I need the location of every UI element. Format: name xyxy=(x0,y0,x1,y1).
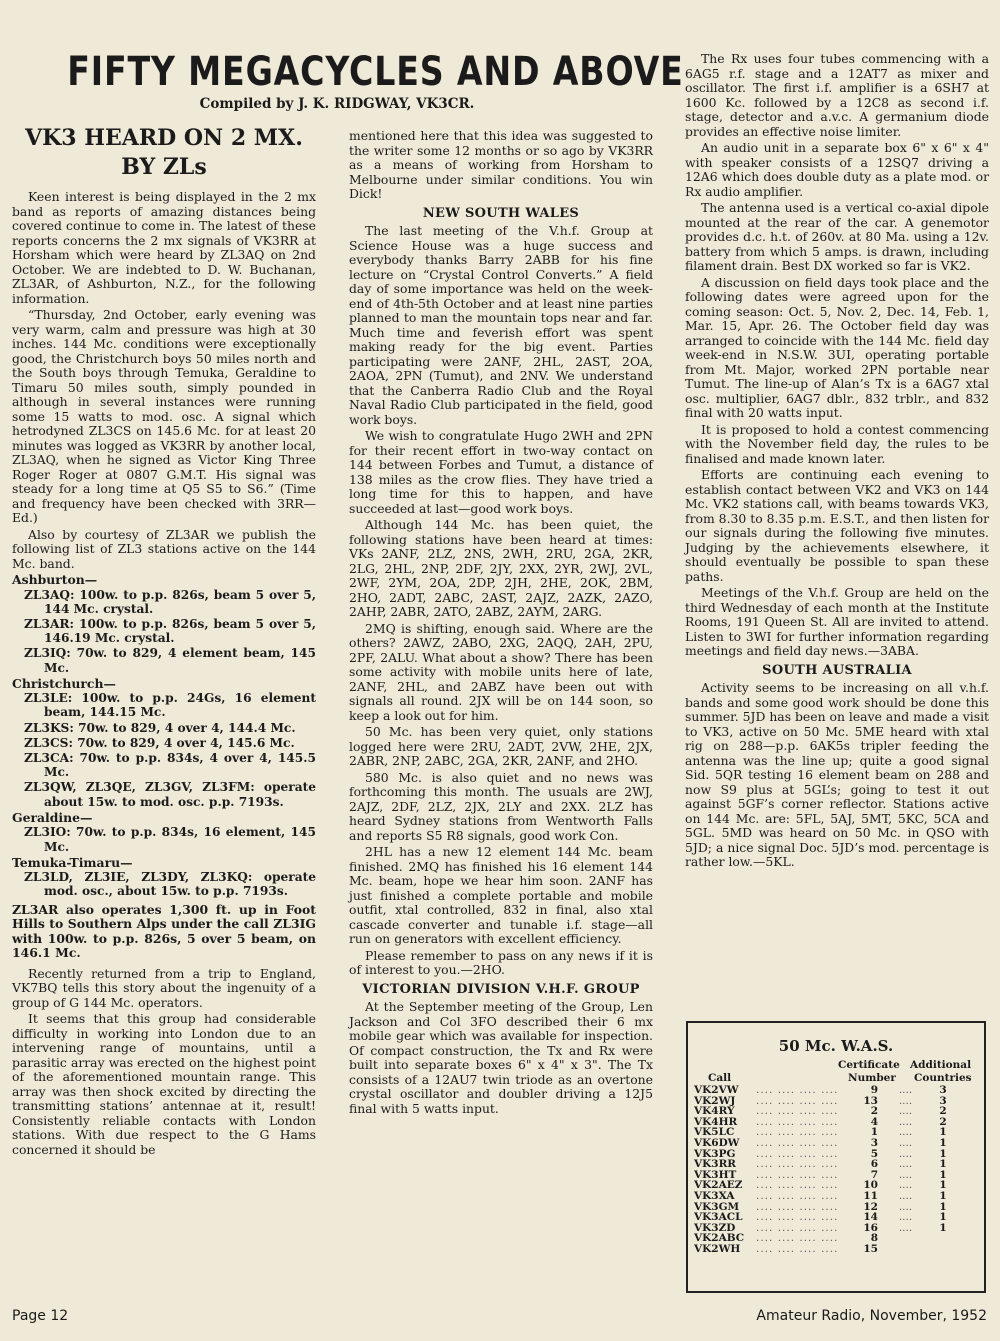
city-heading: Christchurch— xyxy=(12,675,116,691)
column-2 xyxy=(349,129,653,1118)
was-call-cell: VK3PG xyxy=(694,1147,736,1160)
was-countries-cell: 1 xyxy=(939,1189,947,1202)
leader-dots: .... .... .... .... xyxy=(756,1168,839,1181)
city-heading: Geraldine— xyxy=(12,809,93,825)
paragraph: The antenna used is a vertical co-axial dipole mounted at the rear of the car. A genemotor provides d.c. h.t. of 260v. at 80 Ma. using a 12v. battery from which 5 amps. is drawn, including filament drain. Best DX worked so far is VK2. xyxy=(685,200,989,273)
was-call-cell: VK4RY xyxy=(694,1105,735,1118)
was-number-cell: 15 xyxy=(863,1242,878,1255)
station-entry: ZL3KS: 70w. to 829, 4 over 4, 144.4 Mc. xyxy=(24,720,296,735)
was-number-cell: 3 xyxy=(870,1136,878,1149)
was-number-cell: 6 xyxy=(870,1158,878,1171)
was-number-cell: 2 xyxy=(870,1105,878,1118)
leader-dots: .... .... .... .... xyxy=(756,1221,839,1234)
paragraph: Meetings of the V.h.f. Group are held on the third Wednesday of each month at the Institute Rooms, 191 Queen St. All are invited to attend. Listen to 3WI for further information regarding meetings and field day news.—3ABA. xyxy=(685,585,989,658)
station-entry: ZL3AQ: 100w. to p.p. 826s, beam 5 over 5, 144 Mc. crystal. xyxy=(24,587,316,616)
leader-dots: .... xyxy=(898,1200,913,1213)
paragraph: Please remember to pass on any news if it is of interest to you.—2HO. xyxy=(349,947,653,977)
was-countries-cell xyxy=(933,1244,953,1255)
col-header-call: Call xyxy=(708,1072,732,1084)
paragraph: 50 Mc. has been very quiet, only stations logged here were 2RU, 2ADT, 2VW, 2HE, 2JX, 2ABR, 2NP, 2ABC, 2GA, 2KR, 2ANF, and 2HO. xyxy=(349,724,653,768)
table-row xyxy=(694,1191,953,1202)
leader-dots: .... xyxy=(898,1105,913,1118)
station-group xyxy=(12,811,316,854)
was-countries-cell: 2 xyxy=(939,1105,947,1118)
paragraph: Keen interest is being displayed in the 2 mx band as reports of amazing distances being covered continue to come in. The latest of these reports concerns the 2 mx signals of VK3RR at Horsham which were heard by ZL3AQ on 2nd October. We are indebted to D. W. Buchanan, ZL3AR, of Ashburton, N.Z., for the following information. xyxy=(12,189,316,306)
station-entry: ZL3IQ: 70w. to 829, 4 element beam, 145 Mc. xyxy=(24,646,316,675)
leader-dots: .... xyxy=(898,1179,913,1192)
was-table-header xyxy=(688,1059,984,1085)
was-call-cell: VK3XA xyxy=(694,1189,735,1202)
was-call-cell: VK3RR xyxy=(694,1158,737,1171)
was-countries-cell: 2 xyxy=(939,1115,947,1128)
leader-dots: .... .... .... .... xyxy=(756,1200,839,1213)
leader-dots xyxy=(878,1244,933,1255)
station-entry: ZL3LD, ZL3IE, ZL3DY, ZL3KQ: operate mod. osc., about 15w. to p.p. 7193s. xyxy=(24,870,316,899)
paragraph: Recently returned from a trip to England, VK7BQ tells this story about the ingenuity of a group of G 144 Mc. operators. xyxy=(12,965,316,1010)
leader-dots: .... .... .... .... xyxy=(756,1105,839,1118)
was-countries-cell xyxy=(933,1233,953,1244)
leader-dots: .... .... .... .... xyxy=(756,1179,839,1192)
paragraph: It is proposed to hold a contest commencing with the November field day, the rules to be finalised and made known later. xyxy=(685,421,989,466)
leader-dots: .... xyxy=(898,1084,913,1096)
paragraph: 2HL has a new 12 element 144 Mc. beam finished. 2MQ has finished his 16 element 144 Mc. beam, hope we hear him soon. 2ANF has just finished a complete portable and mobile outfit, xtal controlled, 832 in final, also xtal cascade converter and tunable i.f. stage—all run on generators with excellent efficiency. xyxy=(349,844,653,946)
table-row xyxy=(694,1138,953,1149)
was-number-cell: 11 xyxy=(863,1189,878,1202)
was-number-cell: 7 xyxy=(870,1168,878,1181)
station-entry: ZL3IO: 70w. to p.p. 834s, 16 element, 145 Mc. xyxy=(24,825,316,854)
paragraph: ZL3AR also operates 1,300 ft. up in Foot Hills to Southern Alps under the call ZL3IG with 100w. to p.p. 826s, 5 over 5 beam, on 146.1 Mc. xyxy=(12,901,316,961)
was-number-cell: 1 xyxy=(870,1126,878,1139)
was-number-cell: 13 xyxy=(863,1094,878,1107)
was-number-cell: 10 xyxy=(863,1179,878,1192)
leader-dots: .... xyxy=(898,1189,913,1202)
compiled-by: Compiled by J. K. RIDGWAY, VK3CR. xyxy=(199,96,475,112)
article-headline xyxy=(12,124,316,182)
station-entry: ZL3LE: 100w. to p.p. 24Gs, 16 element beam, 144.15 Mc. xyxy=(24,691,316,720)
station-group xyxy=(12,677,316,809)
was-countries-cell: 1 xyxy=(939,1179,947,1192)
was-number-cell: 14 xyxy=(863,1211,878,1224)
was-countries-cell: 1 xyxy=(939,1168,947,1181)
was-call-cell: VK2WH xyxy=(694,1242,741,1255)
was-call-cell: VK3ACL xyxy=(694,1211,743,1224)
was-call-cell: VK4HR xyxy=(694,1115,738,1128)
headline-line-2: BY ZLs xyxy=(121,154,207,180)
was-countries-cell: 1 xyxy=(939,1158,947,1171)
leader-dots: .... .... .... .... xyxy=(756,1115,839,1128)
masthead xyxy=(12,49,684,112)
was-call-cell: VK2AEZ xyxy=(694,1179,743,1192)
was-countries-cell: 1 xyxy=(939,1147,947,1160)
paragraph: “Thursday, 2nd October, early evening was very warm, calm and pressure was high at 30 inches. 144 Mc. conditions were exceptionally good, the Christchurch boys 50 miles north and the South boys through Temuka, Geraldine to Timaru 50 miles south, simply pounded in although in several instances were running some 15 watts to mod. osc. A signal which hetrodyned ZL3CS on 145.6 Mc. for at least 20 minutes was logged as VK3RR by another local, ZL3AQ, when he signed as Victor King Three Roger Roger at 0807 G.M.T. His signal was steady for a long time at Q5 S5 to S6.” (Time and frequency have been checked with 3RR—Ed.) xyxy=(12,307,316,525)
leader-dots: .... xyxy=(898,1126,913,1139)
was-countries-cell: 1 xyxy=(939,1200,947,1213)
leader-dots: .... .... .... .... xyxy=(756,1094,839,1107)
was-call-cell: VK2WJ xyxy=(694,1094,736,1107)
leader-dots: .... .... .... .... xyxy=(756,1158,839,1171)
paragraph: An audio unit in a separate box 6" x 6" x 4" with speaker consists of a 12SQ7 driving a 12A6 which does double duty as a plate mod. or Rx audio amplifier. xyxy=(685,140,989,199)
col-header-cert-1: Certificate xyxy=(838,1059,900,1071)
paragraph: We wish to congratulate Hugo 2WH and 2PN for their recent effort in two-way contact on 144 between Forbes and Tumut, a distance of 138 miles as the crow flies. They have tried a long time for this to happen, and have succeeded at last—good work boys. xyxy=(349,428,653,516)
col-header-cert-2: Number xyxy=(848,1072,896,1084)
paragraph: Although 144 Mc. has been quiet, the following stations have been heard at times: VKs 2ANF, 2LZ, 2NS, 2WH, 2RU, 2GA, 2KR, 2LG, 2HL, 2NP, 2DF, 2JY, 2XX, 2YR, 2WJ, 2VL, 2WF, 2YM, 2OA, 2DP, 2JH, 2HE, 2OK, 2BM, 2HO, 2ADT, 2ABC, 2AST, 2AJZ, 2AZK, 2AZO, 2AHP, 2ABR, 2ATO, 2ABZ, 2AYM, 2ARG. xyxy=(349,517,653,619)
section-heading-nsw: NEW SOUTH WALES xyxy=(422,205,580,221)
leader-dots: .... .... .... .... xyxy=(756,1147,839,1160)
city-heading: Temuka-Timaru— xyxy=(12,854,133,870)
was-call-cell: VK3ZD xyxy=(694,1221,736,1234)
paragraph: Activity seems to be increasing on all v.h.f. bands and some good work should be done this summer. 5JD has been on leave and made a visit to VK3, active on 50 Mc. 5ME heard with xtal rig on 288—p.p. 6AK5s tripler feeding the antenna was the line up; quite a good signal Sid. 5QR testing 16 element beam on 288 and now S9 plus at 5GL’s; going to test it out against 5GF’s corner reflector. Stations active on 144 Mc. are: 5FL, 5AJ, 5MT, 5KC, 5CA and 5GL. 5MD was heard on 50 Mc. in QSO with 5JD; a nice signal Doc. 5JD’s mod. percentage is rather low.—5KL. xyxy=(685,680,990,869)
was-call-cell: VK3GM xyxy=(694,1200,740,1213)
paragraph: mentioned here that this idea was suggested to the writer some 12 months or so ago by VK3RR as a means of working from Horsham to Melbourne under similar conditions. You win Dick! xyxy=(349,128,653,201)
paragraph: Also by courtesy of ZL3AR we publish the following list of ZL3 stations active on the 144 Mc. band. xyxy=(12,526,316,571)
station-entry: ZL3QW, ZL3QE, ZL3GV, ZL3FM: operate about 15w. to mod. osc. p.p. 7193s. xyxy=(24,780,316,809)
page-number: Page 12 xyxy=(12,1308,69,1324)
leader-dots: .... xyxy=(898,1221,913,1234)
column-1 xyxy=(12,124,316,1159)
paragraph: 2MQ is shifting, enough said. Where are the others? 2AWZ, 2ABO, 2XG, 2AQQ, 2AH, 2PU, 2PF, 2ALU. What about a show? There has been some activity with mobile units here of late, 2ANF, 2HL, and 2ABZ have been out with signals all round. 2JX will be on 144 soon, so keep a look out for him. xyxy=(349,620,653,723)
was-countries-cell: 1 xyxy=(939,1221,947,1234)
was-table-title: 50 Mc. W.A.S. xyxy=(778,1037,894,1055)
was-number-cell: 5 xyxy=(870,1147,878,1160)
section-heading-south-australia: SOUTH AUSTRALIA xyxy=(762,662,912,678)
headline-line-1: VK3 HEARD ON 2 MX. xyxy=(25,125,303,151)
leader-dots: .... xyxy=(898,1211,913,1224)
station-entry: ZL3AR: 100w. to p.p. 826s, beam 5 over 5, 146.19 Mc. crystal. xyxy=(24,616,316,646)
leader-dots: .... xyxy=(898,1168,913,1181)
was-call-cell: VK3HT xyxy=(694,1168,737,1181)
was-countries-cell: 1 xyxy=(939,1136,947,1149)
leader-dots: .... .... .... .... xyxy=(756,1232,839,1245)
paragraph: A discussion on field days took place and the following dates were agreed upon for the coming season: Oct. 5, Nov. 2, Dec. 14, Feb. 1, Mar. 15, Apr. 26. The October field day was arranged to coincide with the 144 Mc. field day week-end in N.S.W. 3UI, operating portable from Mt. Major, worked 2PN portable near Tumut. The line-up of Alan’s Tx is a 6AG7 xtal osc. multiplier, 6AG7 dblr., 832 trblr., and 832 final with 20 watts input. xyxy=(685,274,989,420)
station-entry: ZL3CS: 70w. to 829, 4 over 4, 145.6 Mc. xyxy=(24,735,295,750)
was-number-cell: 4 xyxy=(870,1115,878,1128)
was-call-cell: VK5LC xyxy=(694,1126,735,1139)
page-title: FIFTY MEGACYCLES AND ABOVE xyxy=(67,49,684,95)
leader-dots: .... xyxy=(898,1136,913,1149)
leader-dots: .... xyxy=(898,1094,913,1107)
was-number-cell: 16 xyxy=(863,1221,878,1234)
paragraph: At the September meeting of the Group, Len Jackson and Col 3FO described their 6 mx mobile gear which was available for inspection. Of compact construction, the Tx and Rx were built into separate boxes 6" x 4" x 3". The Tx consists of a 12AU7 twin triode as an overtone crystal oscillator and doubler driving a 12J5 final with 5 watts input. xyxy=(349,999,653,1116)
col-header-add-1: Additional xyxy=(910,1059,972,1071)
leader-dots: .... .... .... .... xyxy=(756,1211,839,1224)
was-countries-cell: 1 xyxy=(939,1126,947,1139)
leader-dots xyxy=(878,1233,933,1244)
was-number-cell: 9 xyxy=(870,1084,878,1096)
section-heading-victoria: VICTORIAN DIVISION V.H.F. GROUP xyxy=(362,981,640,997)
city-heading: Ashburton— xyxy=(12,572,98,587)
was-call-cell: VK2ABC xyxy=(694,1232,745,1245)
paragraph: The Rx uses four tubes commencing with a 6AG5 r.f. stage and a 12AT7 as mixer and oscillator. The first i.f. amplifier is a 6SH7 at 1600 Kc. followed by a 12C8 as second i.f. stage, detector and a.v.c. A germanium diode provides an effective noise limiter. xyxy=(685,51,989,139)
was-call-cell: VK6DW xyxy=(694,1136,740,1149)
was-call-cell: VK2VW xyxy=(694,1084,739,1096)
leader-dots: .... xyxy=(898,1158,913,1171)
was-number-cell: 12 xyxy=(863,1200,878,1213)
table-row xyxy=(694,1085,953,1096)
station-entry: ZL3CA: 70w. to p.p. 834s, 4 over 4, 145.5 Mc. xyxy=(24,751,316,780)
was-table xyxy=(694,1085,953,1255)
column-3 xyxy=(685,52,989,872)
paragraph: The last meeting of the V.h.f. Group at Science House was a huge success and everybody thanks Barry 2ABB for his fine lecture on “Crystal Control Converts.” A field day of some importance was held on the week-end of 4th-5th October and at least nine parties planned to man the mountain tops near and far. Much time and feverish effort was spent making ready for the big event. Parties participating were 2ANF, 2HL, 2AST, 2OA, 2AOA, 2PN (Tumut), and 2NV. We understand that the Canberra Radio Club and the Royal Naval Radio Club participated in the field, good work boys. xyxy=(349,223,653,427)
leader-dots: .... .... .... .... xyxy=(756,1126,839,1139)
publication-line: Amateur Radio, November, 1952 xyxy=(756,1308,987,1324)
leader-dots: .... xyxy=(898,1147,913,1160)
leader-dots: .... xyxy=(898,1115,913,1128)
leader-dots: .... .... .... .... xyxy=(756,1084,839,1096)
station-group xyxy=(12,856,316,899)
was-table-box xyxy=(686,1021,986,1293)
leader-dots: .... .... .... .... xyxy=(756,1242,839,1255)
leader-dots: .... .... .... .... xyxy=(756,1136,839,1149)
col-header-add-2: Countries xyxy=(914,1072,972,1084)
was-number-cell: 8 xyxy=(870,1232,878,1245)
was-countries-cell: 3 xyxy=(939,1094,947,1107)
paragraph: 580 Mc. is also quiet and no news was forthcoming this month. The usuals are 2WJ, 2AJZ, 2DF, 2LZ, 2JX, 2LY and 2XX. 2LZ has heard Sydney stations from Wentworth Falls and reports S5 R8 signals, good work Con. xyxy=(349,769,653,843)
leader-dots: .... .... .... .... xyxy=(756,1189,839,1202)
paragraph: It seems that this group had considerable difficulty in working into London due to an intervening range of mountains, until a parasitic array was erected on the highest point of the aforementioned mountain range. This array was then shock excited by directing the transmitting stations’ antennae at it, result! Consistently reliable contacts with London stations. With due respect to the G Hams concerned it should be xyxy=(12,1011,316,1157)
station-group xyxy=(12,573,316,675)
was-countries-cell: 1 xyxy=(939,1211,947,1224)
table-row xyxy=(694,1244,953,1255)
paragraph: Efforts are continuing each evening to establish contact between VK2 and VK3 on 144 Mc. VK2 stations call, with beams towards VK3, from 8.30 to 8.35 p.m. E.S.T., and then listen for our signals during the following five minutes. Judging by the achievements elsewhere, it should eventually be possible to span these paths. xyxy=(685,467,989,584)
was-countries-cell: 3 xyxy=(939,1084,947,1096)
